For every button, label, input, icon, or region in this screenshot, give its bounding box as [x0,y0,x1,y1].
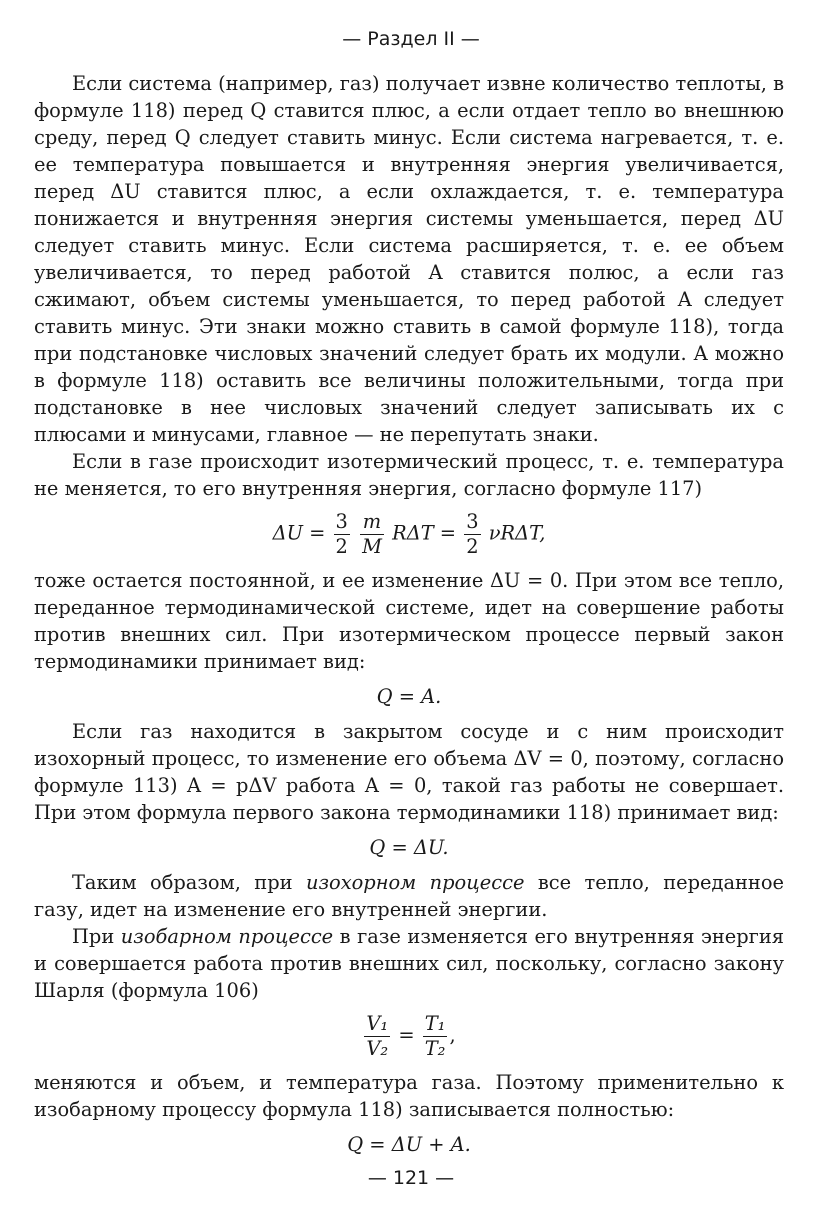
paragraph-isothermal: Если в газе происходит изотермический процесс, т. е. температура не меняется, то его внутренняя энергия, согласно формуле 117) [34,450,784,500]
paragraph-isobaric: При изобарном процессе в газе изменяется его внутренняя энергия и совершается работа против внешних сил, поскольку, согласно закону Шарля (формула 106) [34,925,784,1002]
formula-internal-energy [34,510,784,559]
paragraph-isochoric: Если газ находится в закрытом сосуде и с ним происходит изохорный процесс, то изменение его объема ΔV = 0, поэтому, согласно формуле 113) A = pΔV работа A = 0, такой газ работы не совершает. При этом формула первого закона термодинамики 118) принимает вид: [34,720,784,824]
formula-rhs: νRΔT, [488,521,546,545]
fraction-t1-t2: $\frac{\text{T₁}}{\text{T₂}}$ [424,1012,446,1060]
paragraph-signs: Если система (например, газ) получает извне количество теплоты, в формуле 118) перед Q ставится плюс, а если отдает тепло во внешнюю среду, перед Q следует ставить минус. Если система нагревается, т. е. ее температура повышается и внутренняя энергия увеличивается, перед ΔU ставится плюс, а если охлаждается, т. е. температура понижается и внутренняя энергия системы уменьшается, перед ΔU следует ставить минус. Если система расширяется, т. е. ее объем увеличивается, то перед работой A ставится полюс, а если газ сжимают, объем системы уменьшается, то перед работой A следует ставить минус. Эти знаки можно ставить в самой формуле 118), тогда при подстановке числовых значений следует брать их модули. А можно в формуле 118) оставить все величины положительными, тогда при подстановке в нее числовых значений следует записывать их с плюсами и минусами, главное — не перепутать знаки. [34,72,784,446]
formula-first-law-full: Q = ΔU + A. [347,1133,471,1156]
formula-q-equals-a: Q = A. [376,685,442,708]
fraction-m-M: $\frac{m}{M}$ [362,510,382,558]
paragraph-isothermal-cont: тоже остается постоянной, и ее изменение ΔU = 0. При этом все тепло, переданное термодинамической системе, идет на совершение работы против внешних сил. При изотермическом процессе первый закон термодинамики принимает вид: [34,569,784,673]
paragraph-isochoric-conclusion: Таким образом, при изохорном процессе все тепло, переданное газу, идет на изменение его внутренней энергии. [34,871,784,921]
fraction-3-2-second: $\frac{3}{2}$ [466,510,479,558]
formula-lhs: ΔU = [272,521,326,545]
formula-mid: RΔT = [392,521,457,545]
fraction-v1-v2: $\frac{\text{V₁}}{\text{V₂}}$ [366,1012,389,1060]
fraction-3-2: $\frac{3}{2}$ [335,510,348,558]
paragraph-isobaric-cont: меняются и объем, и температура газа. Поэтому применительно к изобарному процессу формула 118) записывается полностью: [34,1071,784,1121]
page-body [34,70,784,1166]
running-header: — Раздел II — [342,28,480,50]
formula-charles-law: $\frac{\text{V₁}}{\text{V₂}}$ = $\frac{\text{T₁}}{\text{T₂}}$ , [366,1012,456,1060]
formula-q-equals-du: Q = ΔU. [369,836,449,859]
page-number: — 121 — [367,1167,455,1189]
